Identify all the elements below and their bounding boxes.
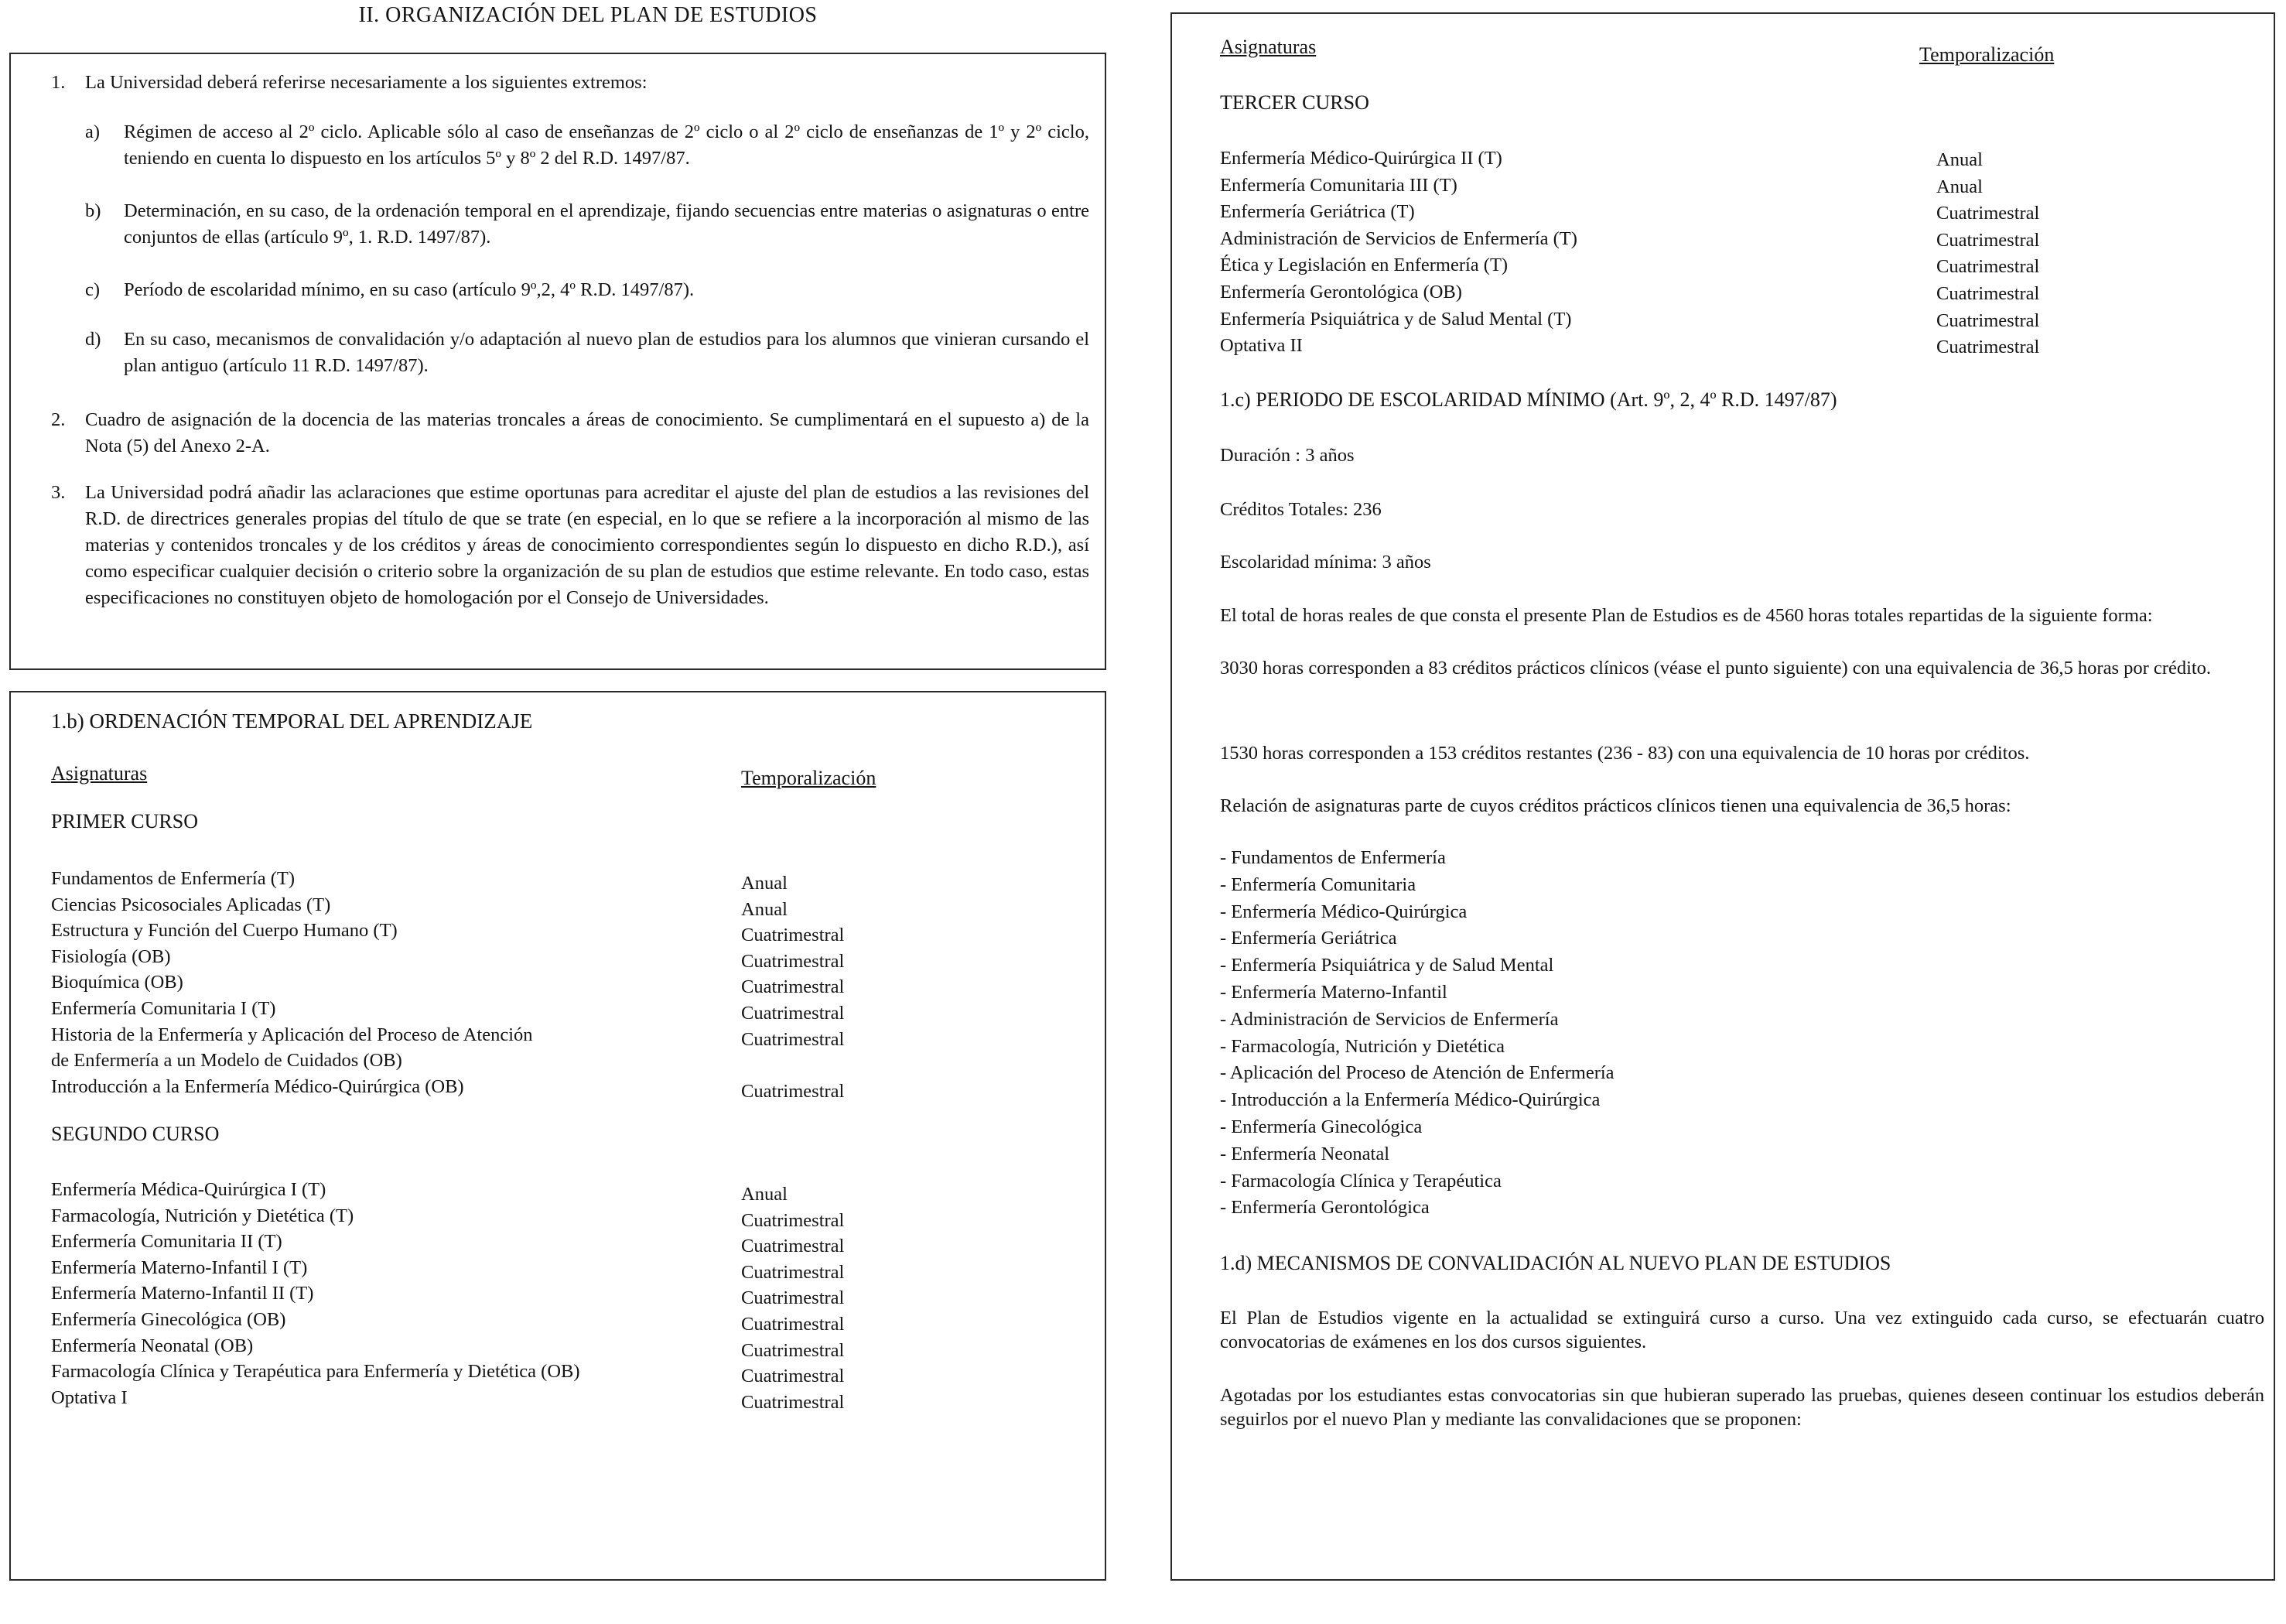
subjects-column-header: Asignaturas [1220,36,1317,58]
item-text: Determinación, en su caso, de la ordenación temporal en el aprendizaje, fijando secuencias entre materias o asignaturas o entre conjuntos de ellas (artículo 9º, 1. R.D. 1497/87). [124,200,1089,248]
subject-item: Historia de la Enfermería y Aplicación del Proceso de Atención [51,1024,533,1045]
item-text: La Universidad deberá referirse necesariamente a los siguientes extremos: [85,72,648,93]
requirement-item-c [85,277,1089,303]
subject-item: Optativa I [51,1386,128,1408]
subject-item: Farmacología Clínica y Terapéutica para Enfermería y Dietética (OB) [51,1361,580,1383]
list-item: - Enfermería Comunitaria [1220,874,1416,895]
list-item: - Aplicación del Proceso de Atención de Enfermería [1220,1062,1615,1084]
total-hours-paragraph: El total de horas reales de que consta el presente Plan de Estudios es de 4560 horas totales repartidas de la siguiente forma: [1220,605,2153,626]
duration-text: Duración : 3 años [1220,445,1355,466]
temporalization-item: Cuatrimestral [741,1028,845,1050]
temporalization-item: Cuatrimestral [1936,282,2040,304]
item-text: Cuadro de asignación de la docencia de las materias troncales a áreas de conocimiento. Se cumplimentará en el supuesto a) de la Nota (5) del Anexo 2-A. [85,409,1089,456]
list-item: - Administración de Servicios de Enfermería [1220,1008,1559,1030]
temporalization-item: Cuatrimestral [741,1261,845,1283]
page-title: II. ORGANIZACIÓN DEL PLAN DE ESTUDIOS [358,3,818,27]
temporalization-item: Anual [741,1184,788,1205]
temporalization-item: Cuatrimestral [1936,203,2040,224]
hours-3030-paragraph: 3030 horas corresponden a 83 créditos prácticos clínicos (véase el punto siguiente) con una equivalencia de 36,5 horas por crédito. [1220,658,2212,679]
item-letter: b) [85,200,101,221]
temporalization-item: Cuatrimestral [1936,337,2040,358]
subject-item: Introducción a la Enfermería Médico-Quirúrgica (OB) [51,1075,464,1097]
third-year-title: TERCER CURSO [1220,91,1369,114]
subject-item: Enfermería Comunitaria I (T) [51,997,276,1019]
list-item: - Farmacología Clínica y Terapéutica [1220,1170,1502,1192]
third-year-and-period-box [1170,12,2275,1581]
temporalization-item: Cuatrimestral [741,1236,845,1257]
subject-item: Enfermería Gerontológica (OB) [1220,281,1462,303]
third-year-temporalization-list [1936,147,2039,361]
requirement-item-b [85,198,1089,251]
subject-item: Enfermería Ginecológica (OB) [51,1308,286,1330]
first-year-title: PRIMER CURSO [51,810,198,833]
temporalization-item: Cuatrimestral [741,1002,845,1024]
list-item: - Enfermería Geriátrica [1220,928,1397,949]
item-text: Régimen de acceso al 2º ciclo. Aplicable sólo al caso de enseñanzas de 2º ciclo o al 2º ciclo de enseñanzas de 1º y 2º ciclo, teniendo en cuenta lo dispuesto en los artículos 5º y 8º 2 del R.D. 1497/87. [124,121,1089,169]
subject-item: Enfermería Neonatal (OB) [51,1335,254,1356]
subject-item: Fundamentos de Enfermería (T) [51,868,295,889]
item-text: Período de escolaridad mínimo, en su caso (artículo 9º,2, 4º R.D. 1497/87). [124,279,695,300]
subject-item: Enfermería Materno-Infantil II (T) [51,1283,314,1304]
subject-item: Enfermería Médica-Quirúrgica I (T) [51,1179,326,1200]
temporalization-item: Cuatrimestral [741,1339,845,1361]
total-credits-text: Créditos Totales: 236 [1220,499,1382,520]
clinical-relation-paragraph: Relación de asignaturas parte de cuyos créditos prácticos clínicos tienen una equivalencia de 36,5 horas: [1220,795,2011,816]
convalidation-paragraph-2: Agotadas por los estudiantes estas convocatorias sin que hubieran superado las pruebas, quienes deseen continuar los estudios deberán seguirlos por el nuevo Plan y mediante las convalidaciones que se proponen: [1220,1385,2264,1430]
requirement-item-a [85,119,1089,172]
temporalization-item: Cuatrimestral [1936,256,2040,278]
temporalization-item: Cuatrimestral [741,1366,845,1387]
temporalization-item: Anual [1936,176,1983,197]
subjects-column-header: Asignaturas [51,762,148,785]
subject-item: Bioquímica (OB) [51,972,183,993]
subject-item: Farmacología, Nutrición y Dietética (T) [51,1205,354,1226]
subject-item: Estructura y Función del Cuerpo Humano (T) [51,920,398,942]
temporalization-column-header: Temporalización [741,767,876,789]
item-number: 1. [51,72,66,93]
first-year-subject-list [51,866,533,1099]
list-item: - Fundamentos de Enfermería [1220,847,1446,868]
subject-item: Enfermería Geriátrica (T) [1220,201,1415,223]
section-heading: 1.b) ORDENACIÓN TEMPORAL DEL APRENDIZAJE [51,709,533,733]
first-year-temporalization-list [741,870,844,1104]
subject-item: Enfermería Materno-Infantil I (T) [51,1256,308,1278]
temporalization-item: Cuatrimestral [741,1080,845,1102]
temporalization-item: Cuatrimestral [1936,309,2040,331]
requirements-box [9,53,1106,670]
temporalization-item: Cuatrimestral [741,976,845,998]
subject-item: Enfermería Comunitaria III (T) [1220,174,1457,196]
subject-item-continued: de Enfermería a un Modelo de Cuidados (OB) [51,1050,402,1072]
convalidation-heading: 1.d) MECANISMOS DE CONVALIDACIÓN AL NUEVO PLAN DE ESTUDIOS [1220,1252,1891,1274]
item-letter: a) [85,121,101,142]
temporalization-item: Cuatrimestral [741,1391,845,1413]
temporalization-item: Cuatrimestral [741,1209,845,1231]
subject-item: Ética y Legislación en Enfermería (T) [1220,255,1509,276]
list-item: - Enfermería Psiquiátrica y de Salud Mental [1220,955,1554,976]
list-item: - Enfermería Ginecológica [1220,1116,1423,1137]
item-text: La Universidad podrá añadir las aclaraciones que estime oportunas para acreditar el ajuste del plan de estudios a las revisiones del R.D. de directrices generales propias del título de que se trate (en especial, en lo que se refiere a la incorporación al mismo de las materias y contenidos troncales y de los créditos y áreas de conocimiento correspondientes según lo dispuesto en dicho R.D.), así como especificar cualquier decisión o criterio sobre la organización de su plan de estudios que estime relevante. En todo caso, estas especificaciones no constituyen objeto de homologación por el Consejo de Universidades. [85,482,1089,608]
temporalization-item: Cuatrimestral [741,1313,845,1335]
item-number: 2. [51,409,66,430]
requirement-item-1 [51,70,1088,96]
requirement-item-2 [51,407,1089,460]
item-number: 3. [51,482,66,503]
third-year-subject-list [1220,145,1577,360]
subject-item: Enfermería Psiquiátrica y de Salud Mental (T) [1220,308,1572,330]
list-item: - Introducción a la Enfermería Médico-Quirúrgica [1220,1089,1601,1111]
second-year-temporalization-list [741,1181,844,1415]
clinical-subject-list [1220,845,1615,1222]
subject-item: Optativa II [1220,335,1303,357]
list-item: - Enfermería Materno-Infantil [1220,981,1447,1003]
temporal-order-box [9,691,1106,1581]
temporalization-item: Anual [1936,149,1983,170]
list-item: - Farmacología, Nutrición y Dietética [1220,1035,1505,1057]
list-item: - Enfermería Neonatal [1220,1143,1390,1164]
convalidation-paragraph-1: El Plan de Estudios vigente en la actualidad se extinguirá curso a curso. Una vez extinguido cada curso, se efectuarán cuatro convocatorias de exámenes en los dos cursos siguientes. [1220,1308,2264,1352]
temporalization-item: Anual [741,898,788,920]
subject-item: Administración de Servicios de Enfermería (T) [1220,227,1577,249]
temporalization-item: Anual [741,873,788,894]
subject-item: Enfermería Comunitaria II (T) [51,1231,282,1253]
requirement-item-d [85,327,1089,379]
minimum-schooling-text: Escolaridad mínima: 3 años [1220,552,1431,573]
item-text: En su caso, mecanismos de convalidación y/o adaptación al nuevo plan de estudios para los alumnos que vinieran cursando el plan antiguo (artículo 11 R.D. 1497/87). [124,329,1089,376]
requirement-item-3 [51,480,1089,611]
item-letter: c) [85,279,101,300]
item-letter: d) [85,329,101,350]
list-item: - Enfermería Gerontológica [1220,1197,1430,1219]
temporalization-item: Cuatrimestral [1936,229,2040,251]
temporalization-item: Cuatrimestral [741,925,845,946]
list-item: - Enfermería Médico-Quirúrgica [1220,901,1468,922]
period-heading: 1.c) PERIODO DE ESCOLARIDAD MÍNIMO (Art. 9º, 2, 4º R.D. 1497/87) [1220,388,1837,411]
temporalization-item: Cuatrimestral [741,1287,845,1309]
temporalization-item: Cuatrimestral [741,950,845,972]
subject-item: Enfermería Médico-Quirúrgica II (T) [1220,148,1502,169]
temporalization-column-header: Temporalización [1919,43,2055,66]
temporalization-item [741,1052,844,1079]
second-year-title: SEGUNDO CURSO [51,1123,220,1145]
subject-item: Ciencias Psicosociales Aplicadas (T) [51,894,331,915]
hours-1530-paragraph: 1530 horas corresponden a 153 créditos restantes (236 - 83) con una equivalencia de 10 horas por créditos. [1220,743,2030,764]
second-year-subject-list [51,1177,580,1410]
subject-item: Fisiología (OB) [51,945,171,967]
